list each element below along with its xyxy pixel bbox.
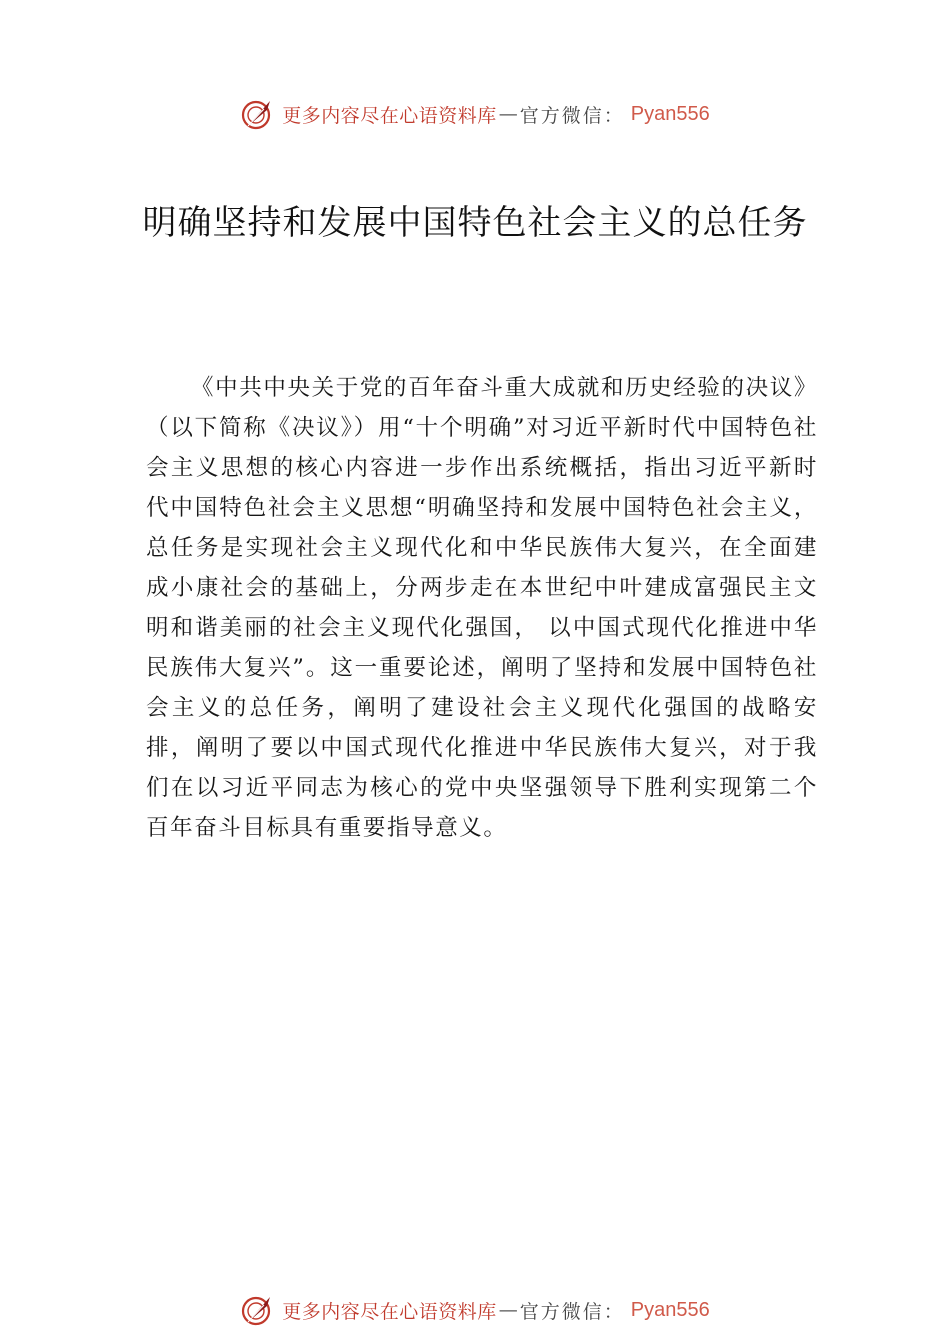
quill-pen-logo-icon — [240, 96, 276, 132]
header-banner — [0, 92, 950, 136]
footer-banner — [0, 1288, 950, 1332]
library-promo-text: 更多内容尽在心语资料库 — [282, 104, 497, 127]
wechat-id: Pyan556 — [630, 1298, 710, 1321]
document-title: 明确坚持和发展中国特色社会主义的总任务 — [142, 203, 808, 243]
banner-dash: — — [498, 1299, 518, 1321]
banner-dash: — — [498, 103, 518, 125]
quill-pen-logo-icon — [240, 1292, 276, 1328]
body-paragraph: 《中共中央关于党的百年奋斗重大成就和历史经验的决议》（以下简称《决议》）用“十个明确”对习近平新时代中国特色社会主义思想的核心内容进一步作出系统概括，指出习近平新时代中国特色社会主义思想“明确坚持和发展中国特色社会主义，总任务是实现社会主义现代化和中华民族伟大复兴，在全面建成小康社会的基础上，分两步走在本世纪中叶建成富强民主文明和谐美丽的社会主义现代化强国， 以中国式现代化推进中华民族伟大复兴”。这一重要论述，阐明了坚持和发展中国特色社会主义的总任务，阐明了建设社会主义现代化强国的战略安排，阐明了要以中国式现代化推进中华民族伟大复兴，对于我们在以习近平同志为核心的党中央坚强领导下胜利实现第二个百年奋斗目标具有重要指导意义。 — [146, 375, 818, 841]
wechat-label: 官方微信： — [519, 104, 625, 127]
wechat-id: Pyan556 — [630, 102, 710, 125]
library-promo-text: 更多内容尽在心语资料库 — [282, 1300, 497, 1323]
wechat-label: 官方微信： — [519, 1300, 625, 1323]
